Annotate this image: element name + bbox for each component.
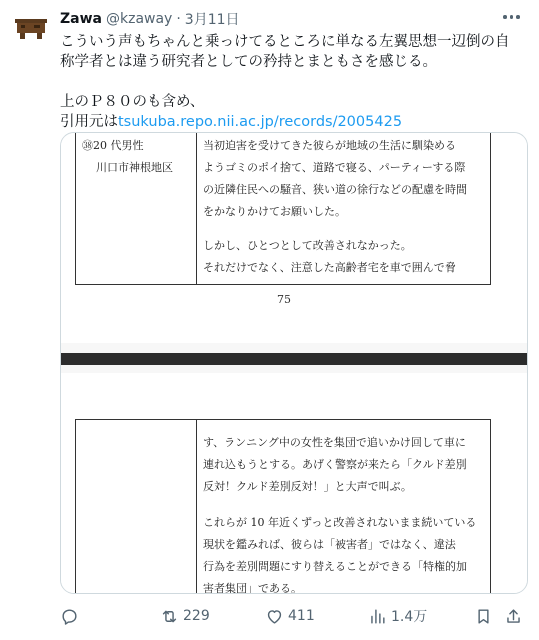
tweet-actions (60, 604, 528, 628)
table-cell: しかし、ひとつとして改善されなかった。 (203, 239, 412, 252)
views-count: 1.4万 (391, 609, 428, 625)
like-button[interactable] (265, 604, 315, 628)
avatar-image (12, 8, 50, 46)
document-table (75, 133, 491, 285)
tweet-text-line: こういう声もちゃんと乗っけてるところに単なる左翼思想一辺倒の自 (60, 34, 510, 50)
more-icon[interactable] (503, 10, 523, 24)
table-cell: ようゴミのポイ捨て、道路で寝る、パーティーする際 (203, 161, 466, 174)
media-image[interactable] (60, 132, 528, 594)
tweet-text-line (60, 112, 528, 132)
document-page-top (61, 133, 527, 343)
table-cell: 当初迫害を受けてきた彼らが地域の生活に馴染める (203, 139, 456, 152)
like-icon (265, 607, 284, 626)
retweet-icon (160, 607, 179, 626)
views-icon (368, 607, 387, 626)
tweet-text-line: 上のＰ８０のも含め、 (60, 94, 205, 110)
share-button[interactable] (504, 604, 523, 628)
table-cell: 反対！クルド差別反対！」と大声で叫ぶ。 (203, 480, 412, 493)
table-cell: す、ランニング中の女性を集団で追いかけ回して車に (203, 436, 466, 449)
reply-button[interactable] (60, 604, 83, 628)
avatar[interactable] (12, 8, 50, 46)
tweet-text-line: 称学者とは違う研究者としての矜持とまともさを感じる。 (60, 54, 437, 70)
tweet-text-prefix: 引用元は (60, 114, 118, 130)
table-cell: ㊳20 代男性 (82, 139, 144, 152)
user-handle[interactable]: @kzaway (105, 11, 173, 27)
tweet-date[interactable]: 3月11日 (184, 12, 240, 28)
document-page-bottom (61, 373, 527, 594)
reply-icon (60, 607, 79, 626)
source-link[interactable]: tsukuba.repo.nii.ac.jp/records/2005425 (118, 114, 403, 130)
table-cell: 現状を鑑みれば、彼らは「被害者」ではなく、違法 (203, 538, 456, 551)
like-count: 411 (288, 608, 315, 624)
table-cell: これらが 10 年近くずっと改善されないまま続いている (203, 516, 477, 529)
table-cell: 行為を差別問題にすり替えることができる「特権的加 (203, 560, 467, 573)
table-cell: をかなりかけてお願いした。 (203, 205, 346, 218)
tweet-header (60, 8, 527, 30)
document-table (75, 419, 491, 594)
views-button[interactable] (368, 604, 427, 628)
tweet-text (60, 32, 528, 132)
table-cell: の近隣住民への騒音、狭い道の徐行などの配慮を時間 (203, 183, 467, 196)
page-break (61, 353, 527, 365)
table-cell: 害者集団」である。 (203, 582, 302, 594)
share-icon (504, 607, 523, 626)
table-cell: 川口市神根地区 (96, 161, 173, 174)
separator: · (176, 11, 181, 27)
bookmark-button[interactable] (474, 604, 493, 628)
page-number: 75 (277, 293, 291, 306)
table-cell: それだけでなく、注意した高齢者宅を車で囲んで脅 (203, 261, 456, 274)
bookmark-icon (474, 607, 493, 626)
retweet-button[interactable] (160, 604, 210, 628)
table-cell: 連れ込もうとする。あげく警察が来たら「クルド差別 (203, 458, 467, 471)
retweet-count: 229 (183, 608, 210, 624)
display-name[interactable]: Zawa (60, 11, 102, 27)
